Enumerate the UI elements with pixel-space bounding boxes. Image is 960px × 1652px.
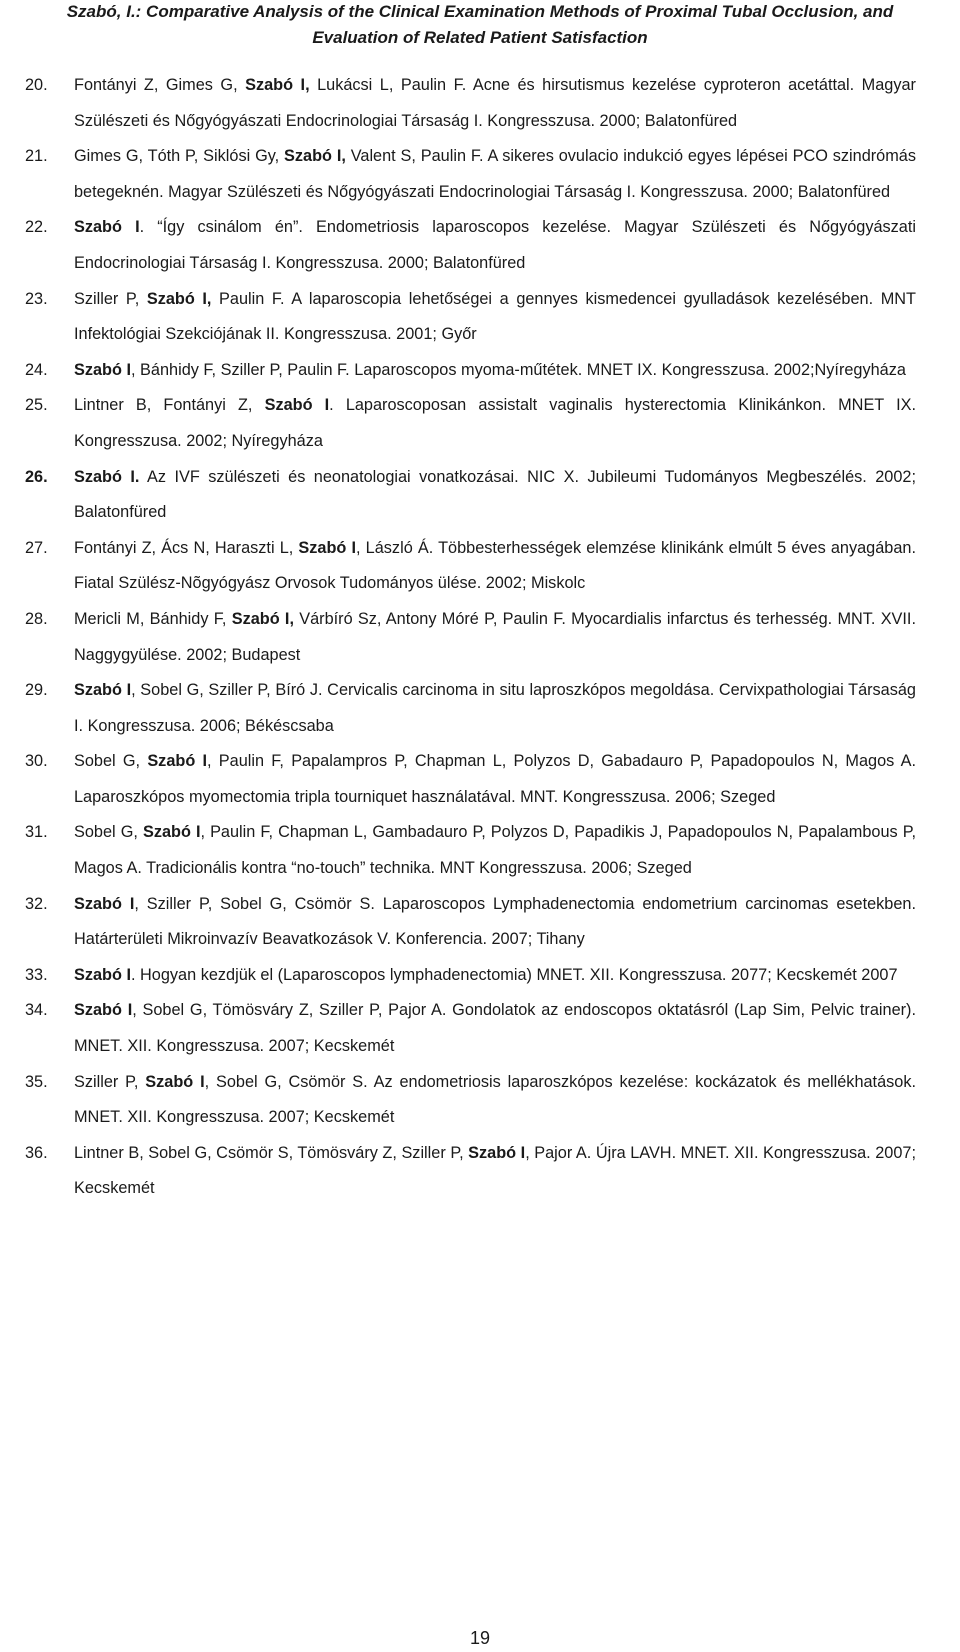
reference-item: [25, 139, 916, 210]
author-highlight: Szabó I,: [245, 76, 310, 94]
reference-item: [25, 282, 916, 353]
author-highlight: Szabó I: [264, 396, 330, 415]
reference-text-part: , László Á. Többesterhességek elemzése klinikánk elmúlt 5 éves anyagában. Fiatal Szülész-Nõgyógyász Orvosok Tudományos ülése. 2002; Miskolc: [74, 538, 916, 593]
header-line-1: Szabó, I.: Comparative Analysis of the Clinical Examination Methods of Proximal Tubal Occlusion, and: [66, 2, 894, 21]
reference-item: [25, 744, 916, 815]
author-highlight: Szabó I: [74, 1001, 133, 1020]
reference-text-part: . Hogyan kezdjük el (Laparoscopos lymphadenectomia) MNET. XII. Kongresszusa. 2077; Kecskemét 2007: [131, 965, 898, 984]
reference-text-part: Fontányi Z, Ács N, Haraszti L,: [74, 538, 299, 557]
author-highlight: Szabó I: [142, 823, 201, 842]
reference-text: [74, 396, 916, 450]
author-highlight: Szabó I: [147, 752, 208, 771]
reference-text: [74, 539, 916, 593]
reference-text-part: Fontányi Z, Gimes G,: [74, 76, 246, 94]
reference-text: [74, 610, 916, 664]
author-highlight: Szabó I: [74, 681, 132, 700]
reference-item: [25, 958, 916, 994]
reference-number: 31.: [25, 823, 48, 842]
author-highlight: Szabó I: [74, 360, 131, 379]
reference-text-part: , Sobel G, Tömösváry Z, Sziller P, Pajor A. Gondolatok az endoscopos oktatásról (Lap Sim, Pelvic trainer). MNET. XII. Kongresszusa. 2007; Kecskemét: [74, 1001, 916, 1056]
reference-number: 21.: [25, 147, 48, 166]
reference-text-part: Sziller P,: [74, 1072, 146, 1091]
author-highlight: Szabó I: [468, 1143, 526, 1162]
reference-item: [25, 1065, 916, 1136]
reference-number: 24.: [25, 360, 48, 379]
header-line-2: Evaluation of Related Patient Satisfaction: [312, 28, 648, 47]
reference-item: [25, 353, 916, 389]
reference-text: [74, 681, 916, 735]
reference-number: 23.: [25, 289, 48, 308]
reference-number: 25.: [25, 396, 48, 415]
author-highlight: Szabó I: [74, 218, 140, 237]
reference-number: 33.: [25, 965, 48, 984]
author-highlight: Szabó I: [298, 538, 357, 557]
reference-text: [74, 1073, 916, 1127]
reference-text: [74, 823, 916, 877]
reference-text-part: Paulin F. A laparoscopia lehetőségei a gennyes kismedencei gyulladások kezelésében. MNT Infektológiai Szekciójának II. Kongresszusa. 2001; Győr: [74, 289, 916, 344]
reference-text-part: Lukácsi L, Paulin F. Acne és hirsutismus kezelése cyproteron acetáttal. Magyar Szülészeti és Nőgyógyászati Endocrinologiai Társaság I. Kongresszusa. 2000; Balatonfüred: [74, 76, 916, 130]
reference-number: 29.: [25, 681, 48, 700]
author-highlight: Szabó I: [74, 965, 131, 984]
reference-item: [25, 531, 916, 602]
reference-text: [74, 361, 906, 379]
reference-text: [74, 218, 916, 272]
reference-item: [25, 68, 916, 139]
page-number: 19: [469, 1628, 491, 1648]
reference-text-part: Várbíró Sz, Antony Móré P, Paulin F. Myocardialis infarctus és terhesség. MNT. XVII. Naggygyülése. 2002; Budapest: [74, 609, 916, 664]
author-highlight: Szabó I,: [231, 609, 294, 628]
reference-list: [25, 68, 916, 1207]
reference-text-part: , Sziller P, Sobel G, Csömör S. Laparoscopos Lymphadenectomia endometrium carcinomas esetekben. Határterületi Mikroinvazív Beavatkozások V. Konferencia. 2007; Tihany: [74, 894, 916, 949]
reference-text-part: Sobel G,: [74, 823, 143, 842]
reference-number: 20.: [25, 76, 48, 94]
reference-number: 22.: [25, 218, 48, 237]
reference-text-part: Sziller P,: [74, 289, 147, 308]
reference-number: 28.: [25, 609, 48, 628]
reference-text-part: . Laparoscoposan assistalt vaginalis hysterectomia Klinikánkon. MNET IX. Kongresszusa. 2002; Nyíregyháza: [74, 396, 916, 450]
reference-text-part: . “Így csinálom én”. Endometriosis laparoscopos kezelése. Magyar Szülészeti és Nőgyógyászati Endocrinologiai Társaság I. Kongresszusa. 2000; Balatonfüred: [74, 218, 916, 272]
reference-text-part: Lintner B, Fontányi Z,: [74, 396, 265, 415]
reference-text-part: Az IVF szülészeti és neonatologiai vonatkozásai. NIC X. Jubileumi Tudományos Megbeszélés. 2002; Balatonfüred: [74, 467, 916, 522]
reference-number: 35.: [25, 1072, 48, 1091]
reference-text: [74, 895, 916, 949]
reference-item: [25, 460, 916, 531]
reference-text: [74, 1001, 916, 1055]
reference-item: [25, 815, 916, 886]
reference-text-part: , Pajor A. Újra LAVH. MNET. XII. Kongresszusa. 2007; Kecskemét: [74, 1143, 916, 1198]
reference-number: 36.: [25, 1143, 48, 1162]
author-highlight: Szabó I: [74, 894, 135, 913]
reference-text: [74, 1144, 916, 1198]
reference-text-part: , Paulin F, Papalampros P, Chapman L, Polyzos D, Gabadauro P, Papadopoulos N, Magos A. Laparoszkópos myomectomia tripla tourniquet használatával. MNT. Kongresszusa. 2006; Szeged: [74, 752, 916, 806]
reference-text: [74, 966, 898, 984]
reference-text-part: , Bánhidy F, Sziller P, Paulin F. Laparoscopos myoma-műtétek. MNET IX. Kongresszusa. 2002;Nyíregyháza: [131, 360, 906, 379]
reference-text-part: Sobel G,: [74, 752, 148, 771]
reference-text-part: , Sobel G, Sziller P, Bíró J. Cervicalis carcinoma in situ laproszkópos megoldása. Cervixpathologiai Társaság I. Kongresszusa. 2006; Békéscsaba: [74, 681, 916, 735]
author-highlight: Szabó I,: [146, 289, 212, 308]
reference-number: 34.: [25, 1001, 48, 1020]
reference-item: [25, 673, 916, 744]
author-highlight: Szabó I.: [74, 467, 140, 486]
reference-text-part: , Paulin F, Chapman L, Gambadauro P, Polyzos D, Papadikis J, Papadopoulos N, Papalambous P, Magos A. Tradicionális kontra “no-touch” technika. MNT Kongresszusa. 2006; Szeged: [74, 823, 916, 878]
reference-text-part: Lintner B, Sobel G, Csömör S, Tömösváry Z, Sziller P,: [74, 1143, 469, 1162]
reference-number: 30.: [25, 752, 48, 771]
reference-item: [25, 993, 916, 1064]
reference-item: [25, 1136, 916, 1207]
reference-item: [25, 602, 916, 673]
reference-number: 26.: [25, 467, 48, 486]
reference-text-part: , Sobel G, Csömör S. Az endometriosis laparoszkópos kezelése: kockázatok és mellékhatások. MNET. XII. Kongresszusa. 2007; Kecskemét: [74, 1072, 916, 1127]
reference-item: [25, 388, 916, 459]
author-highlight: Szabó I,: [284, 147, 346, 166]
reference-number: 32.: [25, 894, 48, 913]
reference-text: [74, 468, 916, 522]
reference-text: [74, 290, 916, 344]
reference-text-part: Valent S, Paulin F. A sikeres ovulacio indukció egyes lépései PCO szindrómás betegeknén. Magyar Szülészeti és Nőgyógyászati Endocrinologiai Társaság I. Kongresszusa. 2000; Balatonfüred: [74, 147, 916, 201]
reference-item: [25, 210, 916, 281]
reference-text-part: Gimes G, Tóth P, Siklósi Gy,: [74, 147, 285, 166]
reference-text: [74, 752, 916, 806]
author-highlight: Szabó I: [145, 1072, 205, 1091]
reference-item: [25, 887, 916, 958]
reference-text: [74, 76, 916, 130]
reference-text: [74, 147, 916, 201]
reference-number: 27.: [25, 538, 48, 557]
reference-text-part: Mericli M, Bánhidy F,: [74, 609, 232, 628]
